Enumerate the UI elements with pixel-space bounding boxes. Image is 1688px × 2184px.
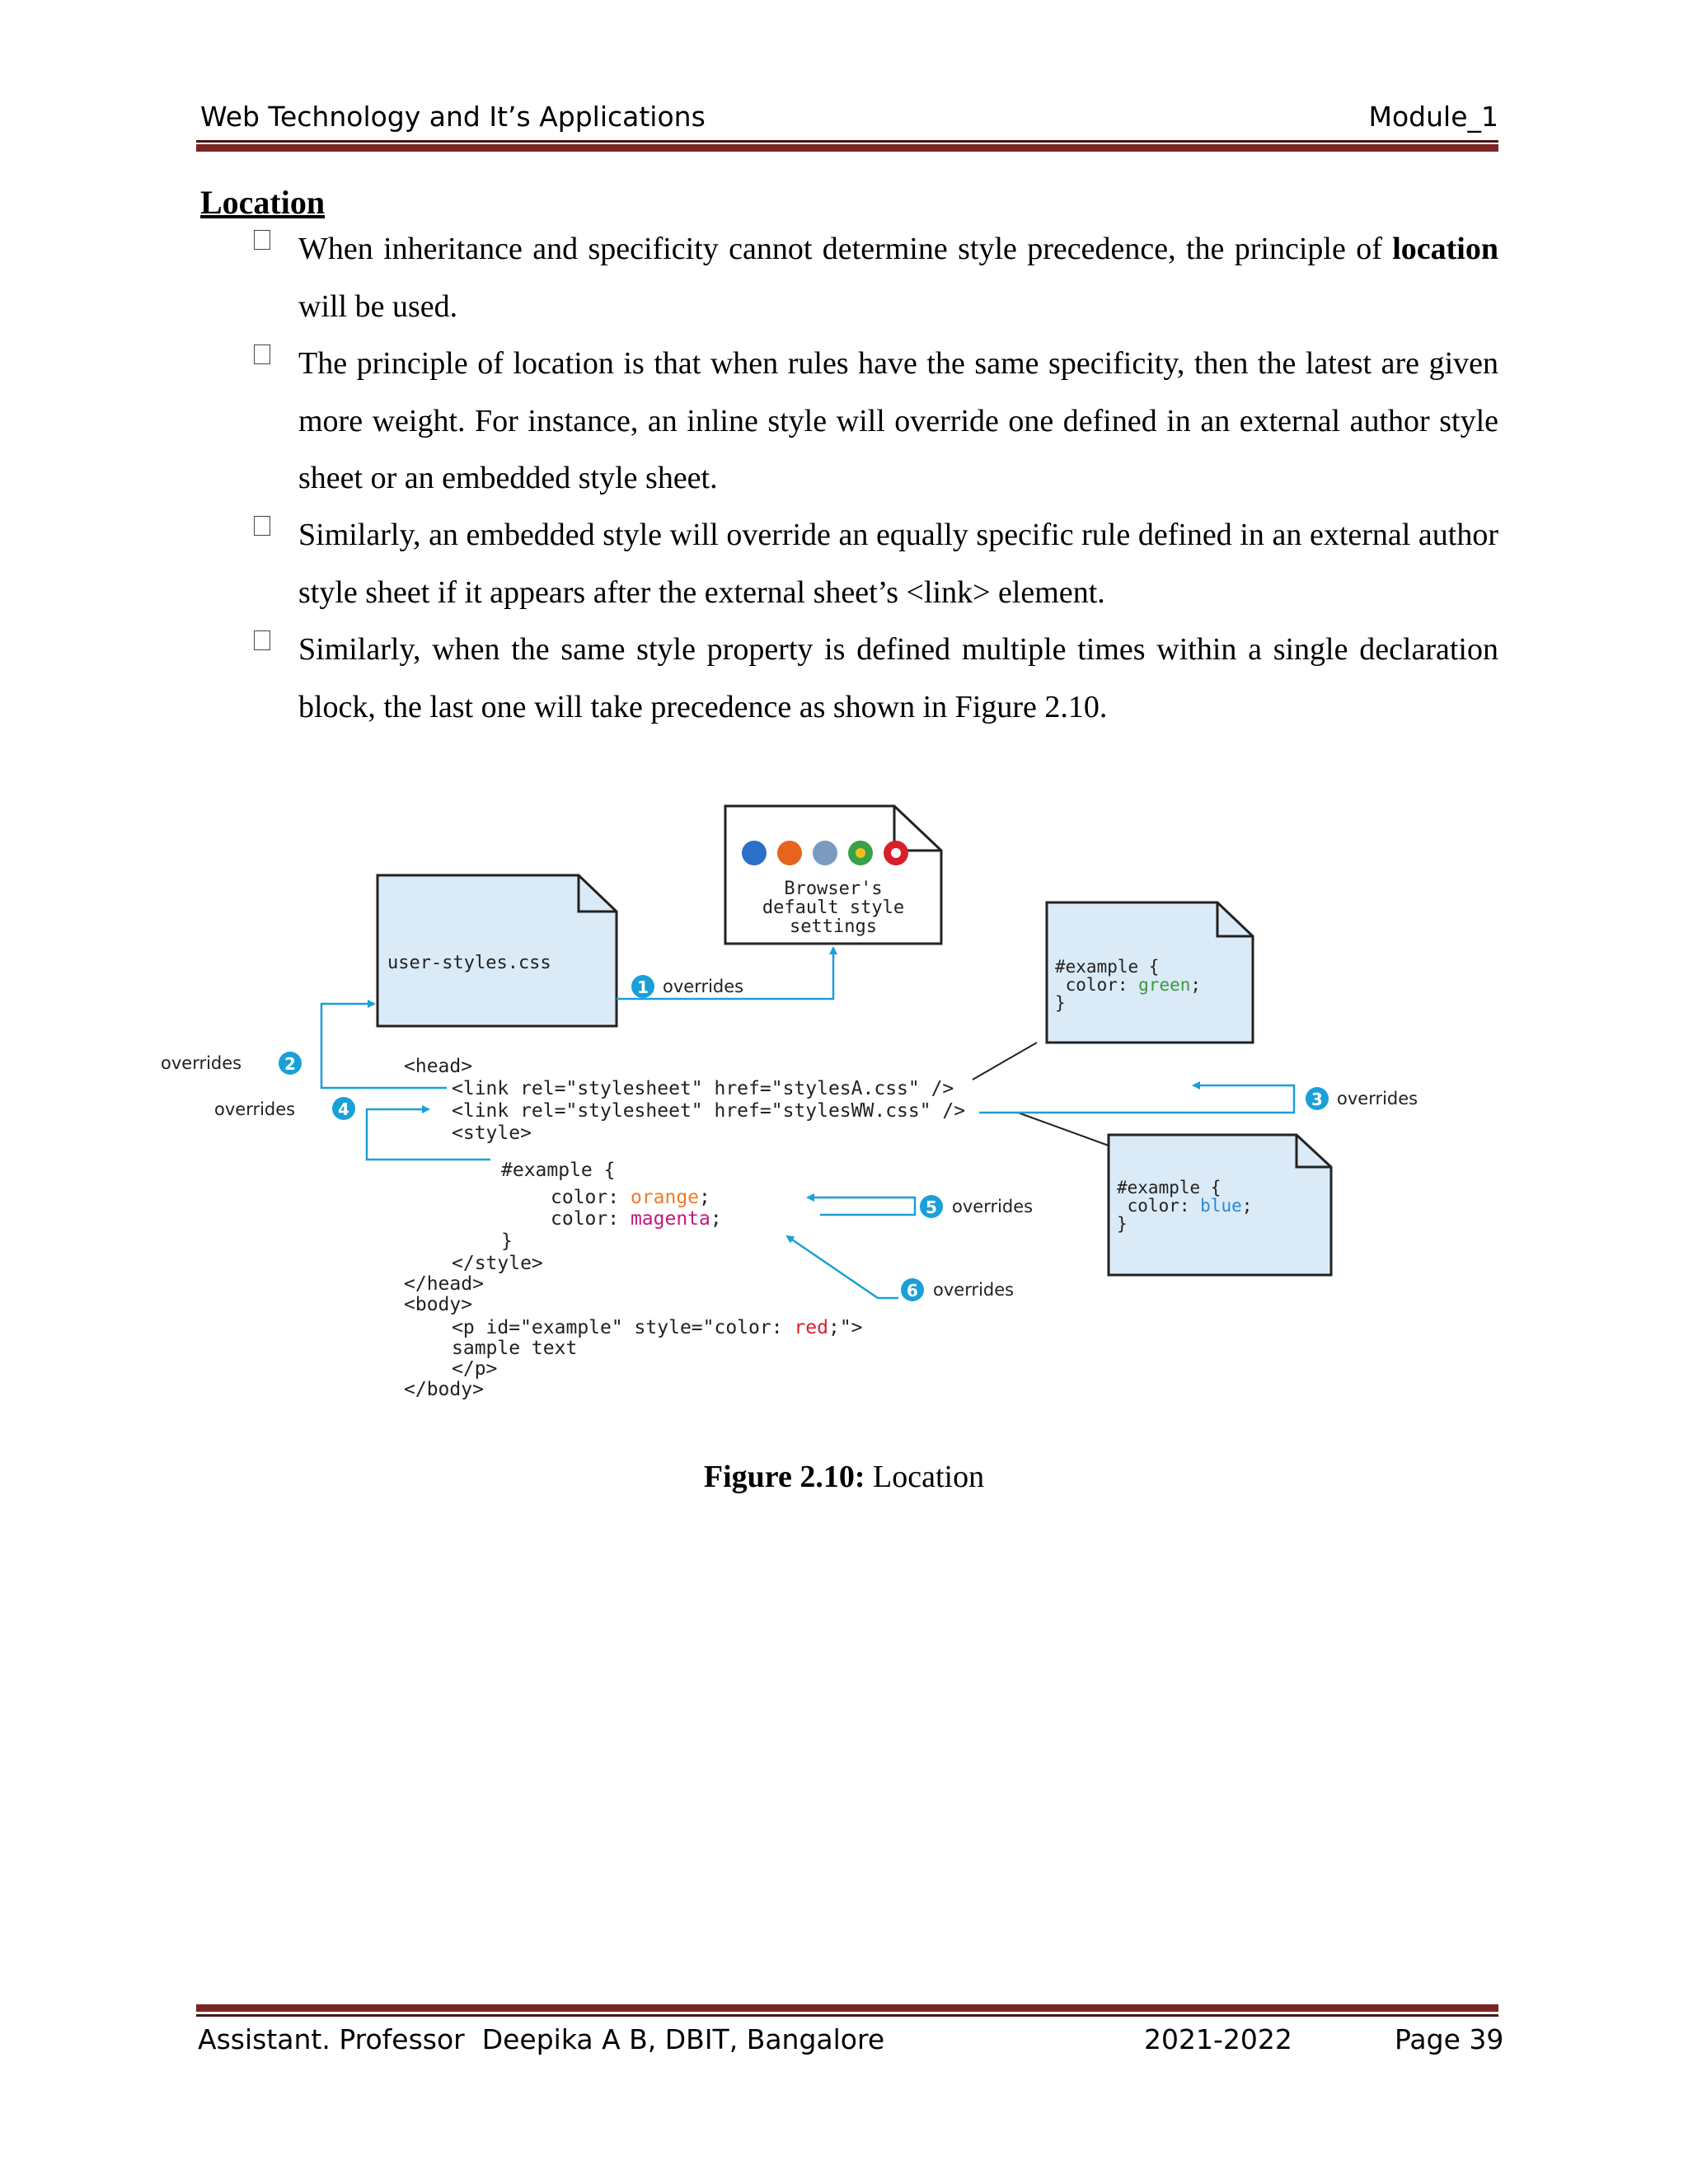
browser-box-line: settings: [790, 916, 877, 937]
user-styles-box: [377, 875, 617, 1026]
bullet-box-icon: [254, 344, 270, 364]
location-diagram-svg: [148, 791, 1418, 1418]
bullet-text: Similarly, when the same style property is defined multiple times within a single declaration block, the last one will take precedence as shown in Figure 2.10.: [298, 632, 1498, 724]
bullet-text: The principle of location is that when rules have the same specificity, then the latest are given more weight. For instance, an inline style will override one defined in an external author style sheet or an embedded style sheet.: [298, 346, 1498, 495]
svg-text:2: 2: [284, 1054, 296, 1074]
safari-icon: [813, 841, 837, 865]
blue-box-line: }: [1117, 1214, 1128, 1234]
code-line: <p id="example" style="color: red;">: [452, 1317, 863, 1338]
code-line: color: magenta;: [551, 1208, 722, 1230]
header-rule-thick: [196, 144, 1498, 152]
overrides-label: overrides: [952, 1197, 1034, 1216]
green-box-line: #example {: [1055, 957, 1160, 977]
header-rule: [196, 140, 1498, 143]
svg-text:1: 1: [637, 977, 649, 997]
bullet-box-icon: [254, 516, 270, 536]
footer-author: Assistant. Professor Deepika A B, DBIT, Bangalore: [198, 2023, 885, 2055]
code-line: </style>: [452, 1253, 543, 1274]
code-line: <link rel="stylesheet" href="stylesWW.css" />: [452, 1100, 966, 1122]
header-title: Web Technology and It’s Applications: [200, 101, 706, 133]
browser-box-line: Browser's: [784, 879, 883, 899]
svg-text:3: 3: [1311, 1090, 1323, 1109]
green-box-line: }: [1055, 993, 1066, 1013]
styles-a-box: [1047, 902, 1253, 1043]
code-line: </head>: [404, 1273, 484, 1295]
code-line: </body>: [404, 1379, 484, 1400]
green-box-line: color: green;: [1055, 975, 1202, 995]
bullet-text: Similarly, an embedded style will override an equally specific rule defined in an external author style sheet if it appears after the external sheet’s <link> element.: [298, 518, 1498, 610]
overrides-label: overrides: [1337, 1089, 1418, 1108]
section-heading: Location: [200, 184, 326, 221]
code-line: color: orange;: [551, 1187, 710, 1208]
code-line: sample text: [452, 1338, 578, 1359]
html-code: [404, 1056, 965, 1400]
code-line: #example {: [501, 1160, 616, 1181]
bullet-box-icon: [254, 230, 270, 250]
code-line: <head>: [404, 1056, 473, 1077]
svg-text:6: 6: [907, 1281, 918, 1301]
footer-rule: [196, 2014, 1498, 2017]
overrides-label: overrides: [214, 1099, 296, 1119]
footer-year: 2021-2022: [1144, 2023, 1292, 2055]
overrides-label: overrides: [933, 1280, 1015, 1300]
override-callout-1: [617, 948, 833, 999]
overrides-label: overrides: [161, 1053, 242, 1073]
footer-page-number: Page 39: [1395, 2023, 1504, 2055]
override-callout-4: [214, 1097, 490, 1160]
overrides-label: overrides: [663, 977, 744, 996]
header-module: Module_1: [1368, 101, 1498, 133]
code-line: <body>: [404, 1294, 473, 1315]
browser-default-box: [725, 806, 941, 944]
browser-box-line: default style: [762, 898, 905, 918]
override-callout-3: [979, 1085, 1418, 1113]
svg-text:5: 5: [926, 1197, 937, 1217]
styles-ww-box: [1109, 1135, 1331, 1275]
blue-box-line: #example {: [1117, 1178, 1221, 1197]
svg-text:4: 4: [338, 1099, 349, 1119]
code-line: <link rel="stylesheet" href="stylesA.css" />: [452, 1078, 954, 1099]
footer-rule-thick: [196, 2004, 1498, 2012]
bullet-text: When inheritance and specificity cannot determine style precedence, the principle of location will be used.: [298, 232, 1498, 324]
override-callout-5: [808, 1195, 1033, 1218]
user-styles-filename: user-styles.css: [387, 953, 551, 973]
ie-icon: [742, 841, 767, 865]
blue-box-line: color: blue;: [1117, 1196, 1253, 1216]
bullet-box-icon: [254, 630, 270, 650]
code-line: }: [501, 1230, 513, 1252]
figure-caption: Figure 2.10: Location: [703, 1460, 985, 1494]
code-line: </p>: [452, 1358, 498, 1380]
override-callout-6: [787, 1236, 1014, 1301]
figure-location-diagram: [148, 791, 1418, 1418]
code-line: <style>: [452, 1122, 532, 1144]
firefox-icon: [777, 841, 802, 865]
